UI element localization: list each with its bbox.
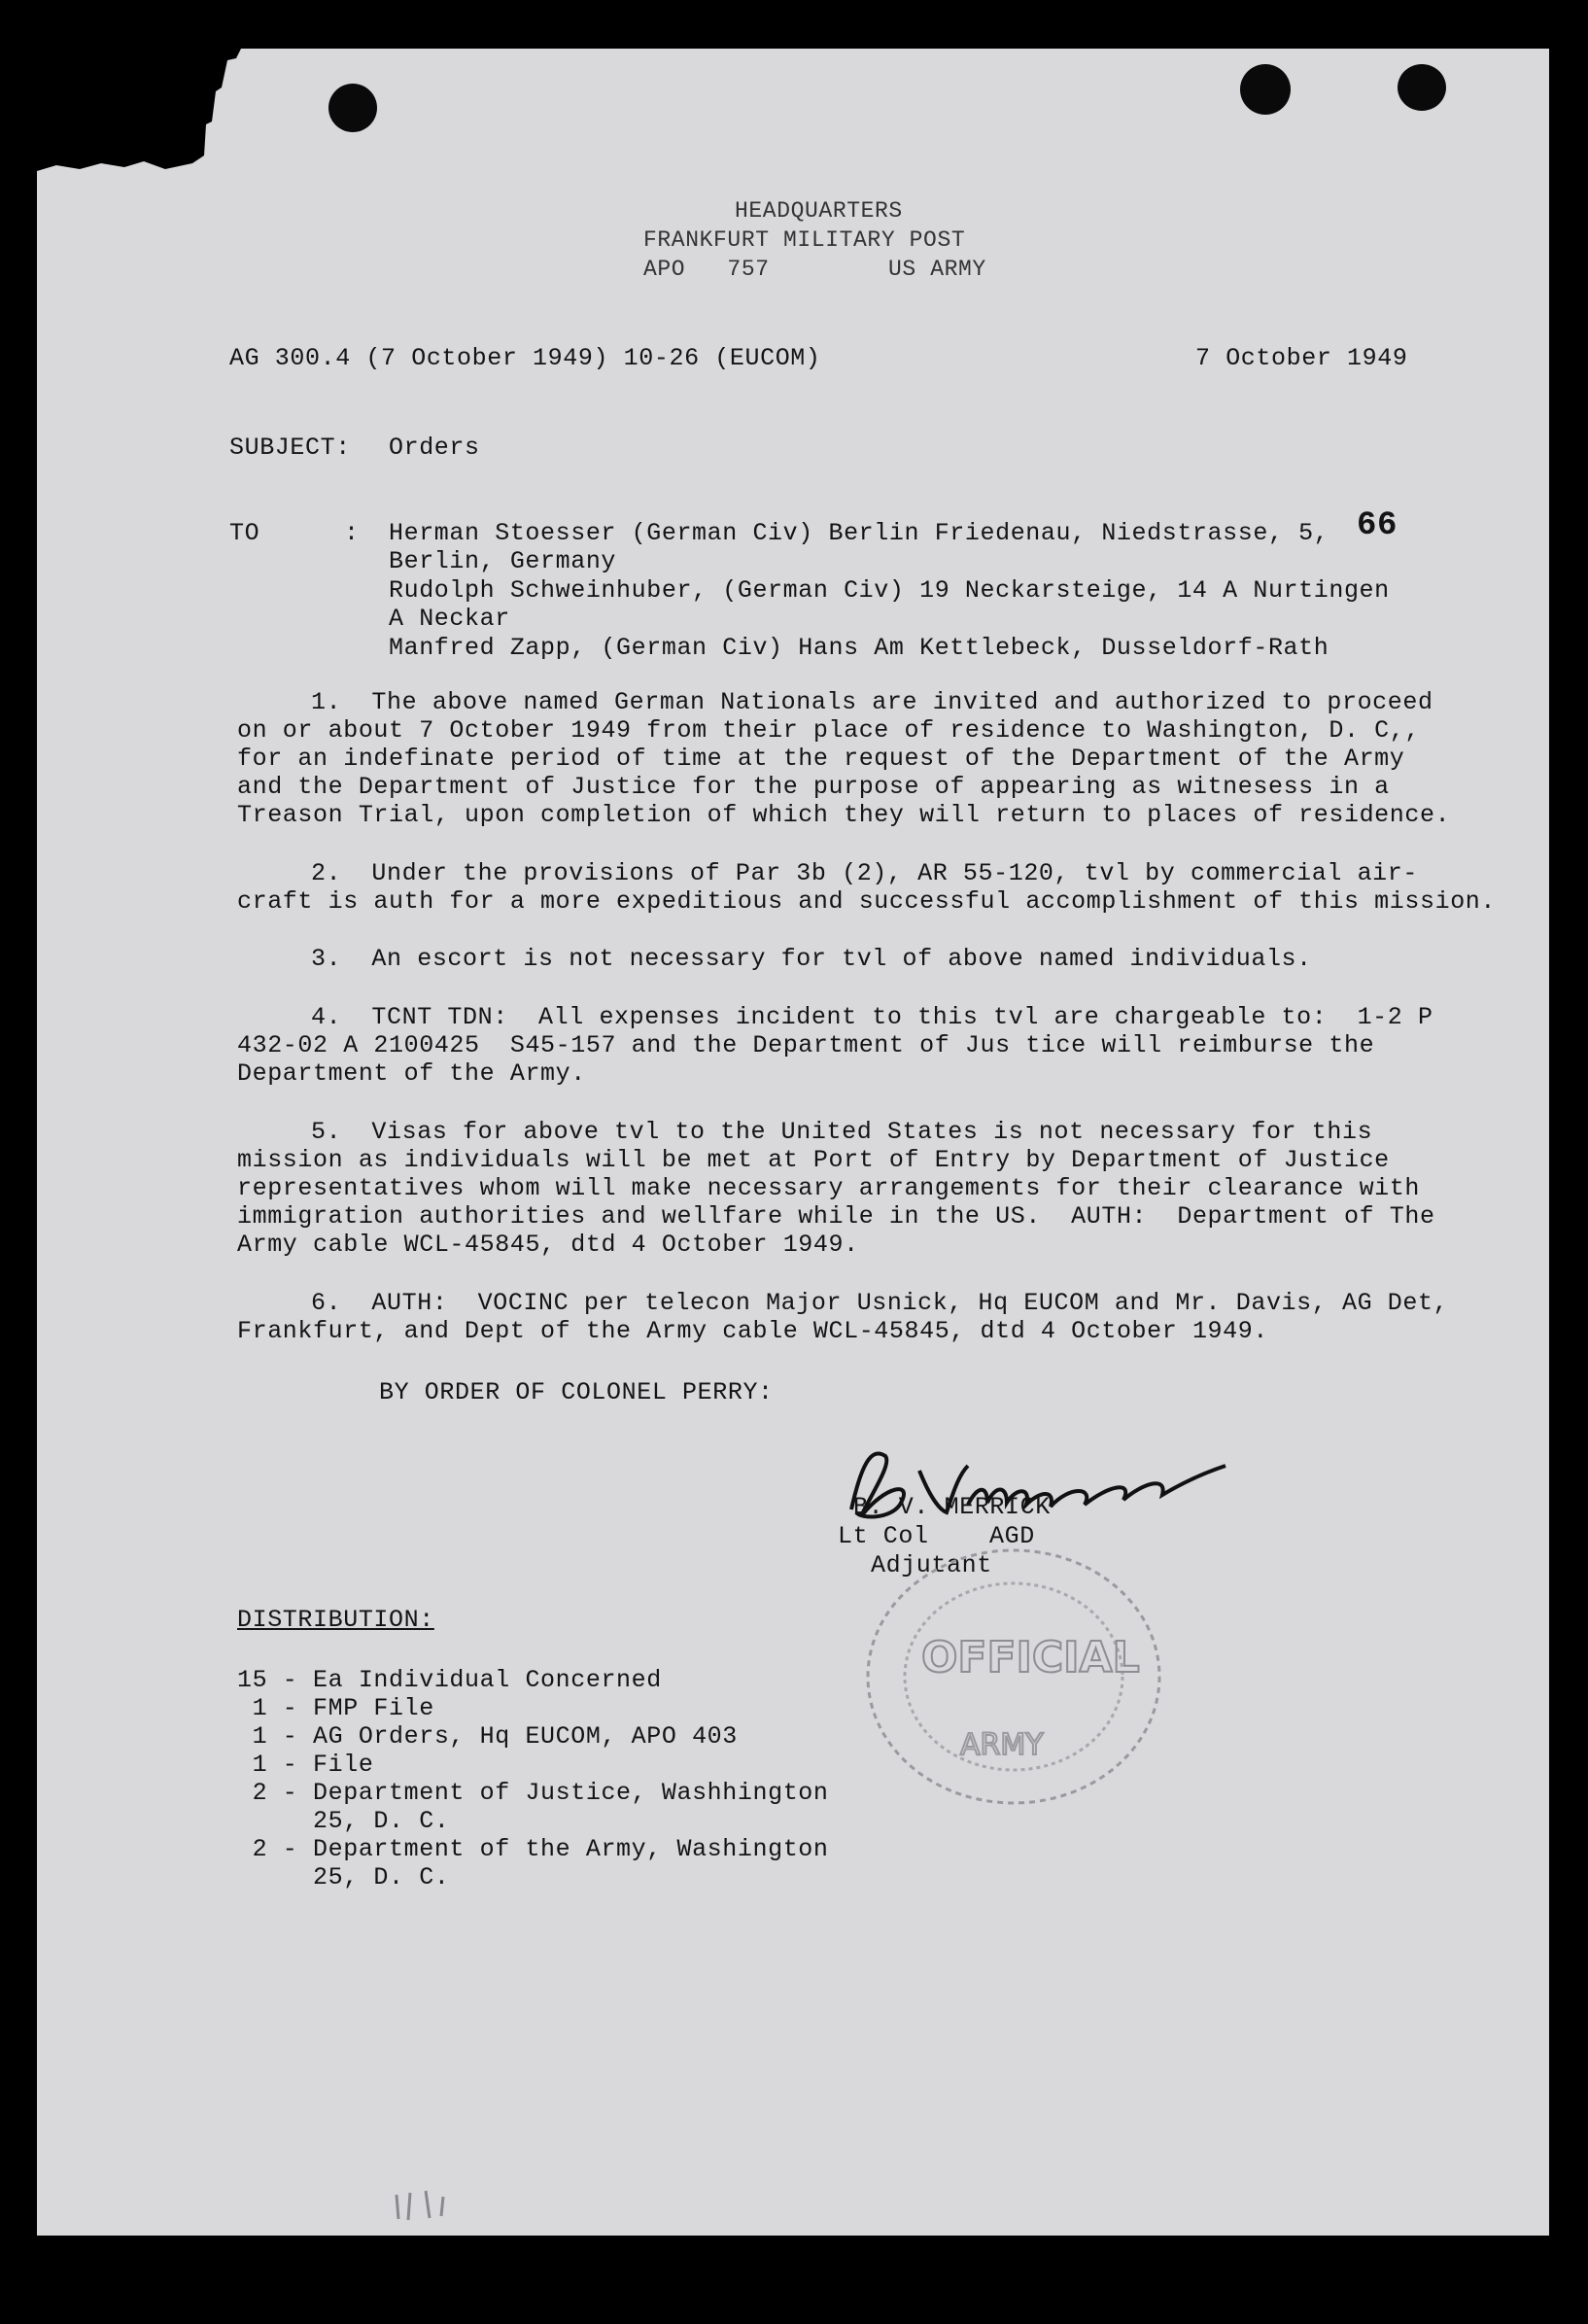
paragraph-line: representatives whom will make necessary arrangements for their clearance with <box>237 1174 1420 1202</box>
distribution-item: 2 - Department of the Army, Washington <box>237 1835 829 1863</box>
recipient-line: Herman Stoesser (German Civ) Berlin Friedenau, Niedstrasse, 5, <box>389 519 1329 547</box>
distribution-item: 1 - AG Orders, Hq EUCOM, APO 403 <box>237 1722 738 1751</box>
paragraph-line: 5. Visas for above tvl to the United States is not necessary for this <box>311 1118 1373 1146</box>
punch-hole-far-right <box>1398 64 1446 111</box>
paragraph-line: and the Department of Justice for the purpose of appearing as witnesess in a <box>237 773 1390 801</box>
paragraph-line: Treason Trial, upon completion of which they will return to places of residence. <box>237 801 1451 829</box>
signatory-name: B. V. MERRICK <box>853 1493 1051 1521</box>
paragraph-line: 432-02 A 2100425 S45-157 and the Department of Jus tice will reimburse the <box>237 1031 1375 1059</box>
paragraph-line: 4. TCNT TDN: All expenses incident to this tvl are chargeable to: 1-2 P <box>311 1003 1433 1031</box>
distribution-item: 1 - File <box>237 1751 374 1779</box>
paragraph-line: Frankfurt, and Dept of the Army cable WCL-45845, dtd 4 October 1949. <box>237 1317 1268 1345</box>
reference-number: AG 300.4 (7 October 1949) 10-26 (EUCOM) <box>229 344 821 372</box>
paragraph-line: 1. The above named German Nationals are invited and authorized to proceed <box>311 688 1433 716</box>
distribution-item: 25, D. C. <box>237 1863 450 1891</box>
letterhead-army: US ARMY <box>888 257 986 282</box>
to-colon: : <box>344 519 360 547</box>
page-number: 66 <box>1357 507 1398 544</box>
distribution-label: DISTRIBUTION: <box>237 1606 434 1634</box>
recipient-line: Berlin, Germany <box>389 547 617 575</box>
paragraph-line: immigration authorities and wellfare while in the US. AUTH: Department of The <box>237 1202 1435 1231</box>
recipient-line: Rudolph Schweinhuber, (German Civ) 19 Neckarsteige, 14 A Nurtingen <box>389 576 1390 605</box>
document-page <box>37 49 1549 2236</box>
paragraph-line: Army cable WCL-45845, dtd 4 October 1949. <box>237 1231 859 1259</box>
distribution-item: 2 - Department of Justice, Washhington <box>237 1779 829 1807</box>
torn-corner <box>37 49 241 204</box>
paragraph-line: Department of the Army. <box>237 1059 586 1088</box>
paragraph-line: 3. An escort is not necessary for tvl of above named individuals. <box>311 945 1312 973</box>
distribution-item: 15 - Ea Individual Concerned <box>237 1666 662 1694</box>
distribution-item: 1 - FMP File <box>237 1694 434 1722</box>
paragraph-line: for an indefinate period of time at the request of the Department of the Army <box>237 745 1405 773</box>
punch-hole-left <box>328 84 377 132</box>
signatory-rank: Lt Col AGD <box>838 1522 1035 1550</box>
document-date: 7 October 1949 <box>1195 344 1408 372</box>
faint-scan-mark <box>387 2185 503 2224</box>
signatory-title: Adjutant <box>871 1551 992 1579</box>
subject-label: SUBJECT: <box>229 434 351 462</box>
to-label: TO <box>229 519 260 547</box>
paragraph-line: craft is auth for a more expeditious and successful accomplishment of this mission. <box>237 887 1497 916</box>
letterhead-line-2: FRANKFURT MILITARY POST <box>643 227 966 253</box>
letterhead-line-1: HEADQUARTERS <box>735 198 903 224</box>
distribution-item: 25, D. C. <box>237 1807 450 1835</box>
letterhead-apo: APO 757 <box>643 257 770 282</box>
paragraph-line: on or about 7 October 1949 from their place of residence to Washington, D. C,, <box>237 716 1420 745</box>
svg-text:OFFICIAL: OFFICIAL <box>921 1633 1140 1682</box>
recipient-line: Manfred Zapp, (German Civ) Hans Am Kettlebeck, Dusseldorf-Rath <box>389 634 1329 662</box>
subject-text: Orders <box>389 434 480 462</box>
punch-hole-right <box>1240 64 1291 115</box>
by-order-line: BY ORDER OF COLONEL PERRY: <box>379 1378 774 1406</box>
paragraph-line: mission as individuals will be met at Port of Entry by Department of Justice <box>237 1146 1390 1174</box>
recipient-line: A Neckar <box>389 605 510 633</box>
paragraph-line: 2. Under the provisions of Par 3b (2), AR 55-120, tvl by commercial air- <box>311 859 1418 887</box>
svg-text:ARMY: ARMY <box>960 1728 1044 1762</box>
paragraph-line: 6. AUTH: VOCINC per telecon Major Usnick, Hq EUCOM and Mr. Davis, AG Det, <box>311 1289 1449 1317</box>
official-seal-stamp <box>853 1536 1174 1818</box>
